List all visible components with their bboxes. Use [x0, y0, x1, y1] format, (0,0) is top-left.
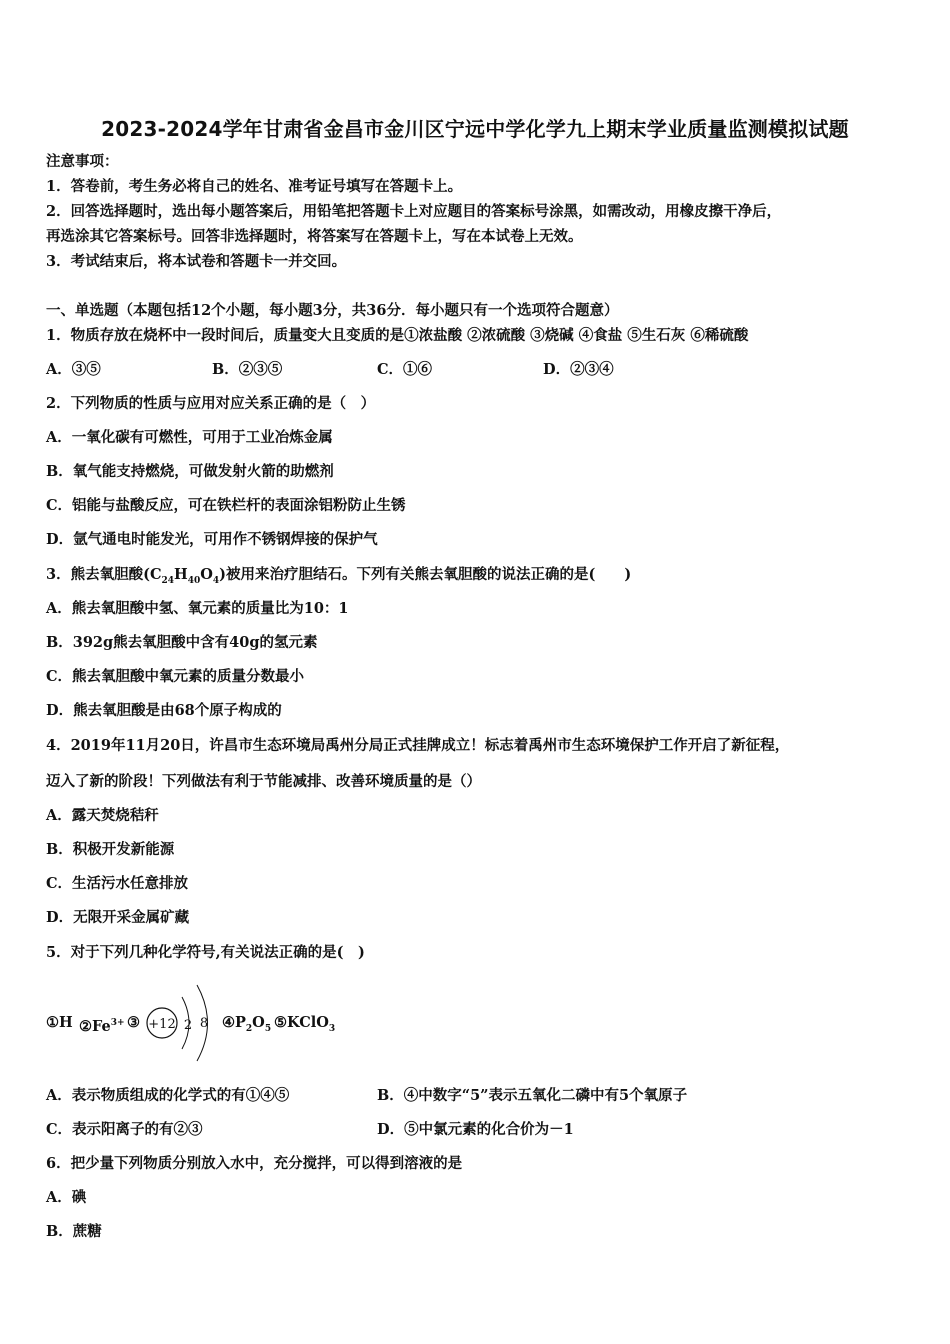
q2-option-b: B．氧气能支持燃烧，可做发射火箭的助燃剂	[46, 463, 334, 480]
symbol-p2o5: $④P_2O_5$	[222, 1014, 272, 1034]
q5-stem: 5．对于下列几种化学符号,有关说法正确的是( )	[46, 944, 365, 961]
q5-option-a: A．表示物质组成的化学式的有①④⑤	[46, 1087, 290, 1104]
q3-stem: 3．熊去氧胆酸$(C_{24}H_{40}O_4)$被用来治疗胆结石。下列有关熊去氧胆酸的说法正确的是( )	[46, 566, 632, 586]
q5-option-b: B．④中数字“5”表示五氧化二磷中有5个氧原子	[377, 1087, 688, 1104]
q4-option-c: C．生活污水任意排放	[46, 875, 189, 892]
symbol-kclo3: ⑤KClO$_3$	[274, 1014, 336, 1034]
notice-item-2-cont: 再选涂其它答案标号。回答非选择题时，将答案写在答题卡上，写在本试卷上无效。	[46, 228, 583, 245]
shell-2-electrons: 8	[199, 1016, 209, 1031]
q4-option-a: A．露天焚烧秸秆	[46, 807, 159, 824]
notice-item-3: 3．考试结束后，将本试卷和答题卡一并交回。	[46, 253, 347, 270]
q6-stem: 6．把少量下列物质分别放入水中，充分搅拌，可以得到溶液的是	[46, 1155, 463, 1172]
q2-stem: 2．下列物质的性质与应用对应关系正确的是（ ）	[46, 395, 376, 412]
q3-option-d: D．熊去氧胆酸是由68个原子构成的	[46, 702, 282, 719]
q2-option-a: A．一氧化碳有可燃性，可用于工业冶炼金属	[46, 429, 333, 446]
q5-option-c: C．表示阳离子的有②③	[46, 1121, 203, 1138]
nucleus-charge: +12	[148, 1017, 176, 1032]
q4-stem-line1: 4．2019年11月20日，许昌市生态环境局禹州分局正式挂牌成立！标志着禹州市生态环境保护工作开启了新征程，	[46, 737, 790, 754]
symbol-3-label: ③	[127, 1014, 140, 1031]
q2-option-d: D．氩气通电时能发光，可用作不锈钢焊接的保护气	[46, 531, 378, 548]
notice-item-2: 2．回答选择题时，选出每小题答案后，用铅笔把答题卡上对应题目的答案标号涂黑，如需改动，用橡皮擦干净后，	[46, 203, 782, 220]
q6-option-b: B．蔗糖	[46, 1223, 102, 1240]
notice-item-1: 1．答卷前，考生务必将自己的姓名、准考证号填写在答题卡上。	[46, 178, 463, 195]
section-heading: 一、单选题（本题包括12个小题，每小题3分，共36分．每小题只有一个选项符合题意）	[46, 302, 619, 319]
symbol-fe3: $②Fe^{3+}$	[79, 1017, 125, 1035]
q1-option-c: C．①⑥	[377, 361, 433, 378]
q3-option-b: B．392g熊去氧胆酸中含有40g的氢元素	[46, 634, 318, 651]
q4-stem-line2: 迈入了新的阶段！下列做法有利于节能减排、改善环境质量的是（）	[46, 773, 481, 790]
q1-option-d: D．②③④	[543, 361, 614, 378]
symbol-h: ①H	[46, 1014, 73, 1031]
q5-option-d: D．⑤中氯元素的化合价为－1	[377, 1121, 574, 1138]
atom-structure-diagram	[142, 975, 222, 1065]
q4-option-d: D．无限开采金属矿藏	[46, 909, 190, 926]
shell-1-electrons: 2	[183, 1018, 193, 1033]
q3-option-a: A．熊去氧胆酸中氢、氧元素的质量比为10：1	[46, 600, 349, 617]
q1-option-a: A．③⑤	[46, 361, 101, 378]
q2-option-c: C．铝能与盐酸反应，可在铁栏杆的表面涂铝粉防止生锈	[46, 497, 406, 514]
q1-option-b: B．②③⑤	[212, 361, 283, 378]
q1-stem: 1．物质存放在烧杯中一段时间后，质量变大且变质的是①浓盐酸 ②浓硫酸 ③烧碱 ④食盐 ⑤生石灰 ⑥稀硫酸	[46, 327, 749, 344]
q6-option-a: A．碘	[46, 1189, 87, 1206]
q3-option-c: C．熊去氧胆酸中氧元素的质量分数最小	[46, 668, 305, 685]
notice-heading: 注意事项：	[46, 153, 119, 170]
page-title: 2023-2024学年甘肃省金昌市金川区宁远中学化学九上期末学业质量监测模拟试题	[101, 117, 849, 141]
q5-chemical-symbols	[46, 975, 366, 1065]
q4-option-b: B．积极开发新能源	[46, 841, 175, 858]
